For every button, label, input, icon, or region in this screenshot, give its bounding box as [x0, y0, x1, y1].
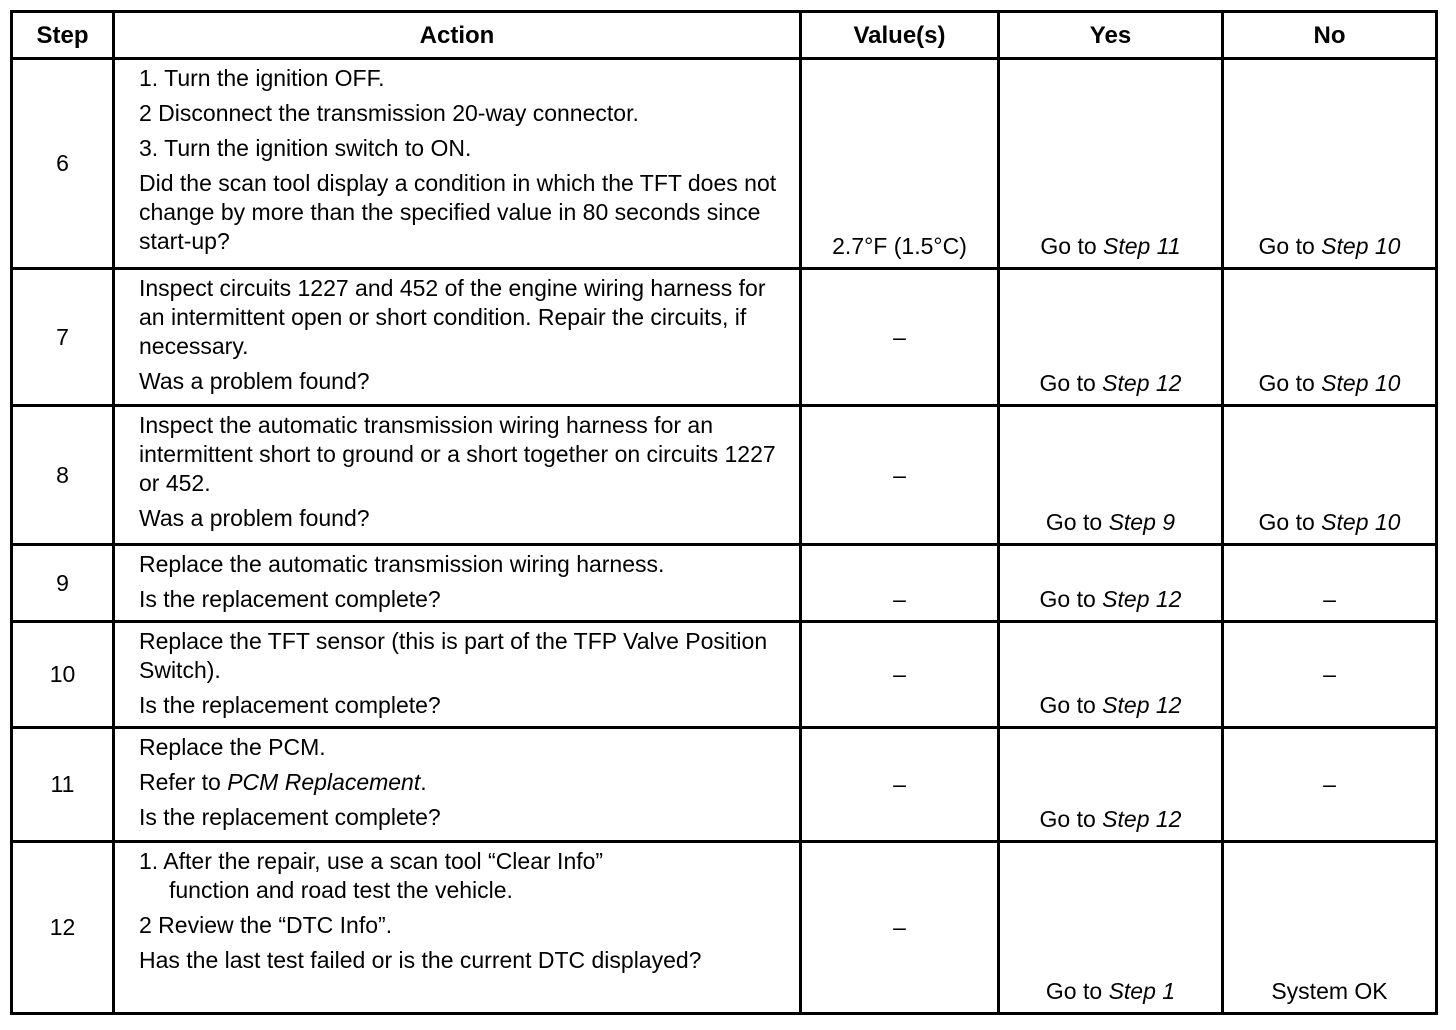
no-step-ref: Step 10	[1321, 370, 1401, 396]
action-line: Replace the TFT sensor (this is part of the TFP Valve Position Switch).	[139, 628, 768, 683]
step-number: 9	[12, 545, 114, 622]
header-values: Value(s)	[801, 12, 999, 59]
yes-step-ref: Step 12	[1102, 370, 1182, 396]
yes-step-ref: Step 12	[1102, 586, 1182, 612]
table-row	[12, 269, 1437, 406]
table-row	[12, 406, 1437, 545]
table-row	[12, 842, 1437, 1014]
no-cell	[1223, 269, 1437, 406]
value-cell: –	[801, 545, 999, 622]
action-cell	[114, 59, 801, 269]
action-cell	[114, 622, 801, 728]
action-cell	[114, 406, 801, 545]
step-number: 10	[12, 622, 114, 728]
action-line-continued: function and road test the vehicle.	[169, 877, 513, 903]
header-action: Action	[114, 12, 801, 59]
action-cell	[114, 728, 801, 842]
header-yes: Yes	[999, 12, 1223, 59]
refer-prefix: Refer to	[139, 769, 228, 795]
refer-link[interactable]: PCM Replacement	[227, 769, 421, 795]
no-prefix: Go to	[1258, 370, 1322, 396]
action-line: 2 Disconnect the transmission 20-way connector.	[139, 100, 639, 126]
no-cell: –	[1223, 728, 1437, 842]
yes-step-ref: Step 12	[1102, 692, 1182, 718]
value-cell: 2.7°F (1.5°C)	[801, 59, 999, 269]
action-question: Is the replacement complete?	[139, 804, 441, 830]
action-refer	[139, 768, 789, 797]
yes-cell	[999, 728, 1223, 842]
step-number: 6	[12, 59, 114, 269]
header-no: No	[1223, 12, 1437, 59]
table-row	[12, 622, 1437, 728]
step-number: 11	[12, 728, 114, 842]
action-line: Inspect circuits 1227 and 452 of the engine wiring harness for an intermittent open or short condition. Repair the circuits, if necessary.	[139, 275, 766, 359]
action-line: Replace the PCM.	[139, 734, 326, 760]
action-cell	[114, 842, 801, 1014]
action-line: 2 Review the “DTC Info”.	[139, 912, 393, 938]
action-question: Was a problem found?	[139, 505, 370, 531]
action-question: Is the replacement complete?	[139, 692, 441, 718]
table-row	[12, 59, 1437, 269]
yes-step-ref: Step 9	[1108, 509, 1176, 535]
yes-prefix: Go to	[1040, 233, 1104, 259]
yes-prefix: Go to	[1039, 692, 1103, 718]
value-cell: –	[801, 406, 999, 545]
no-step-ref: Step 10	[1321, 233, 1401, 259]
no-cell: System OK	[1223, 842, 1437, 1014]
yes-step-ref: Step 1	[1108, 978, 1176, 1004]
no-cell: –	[1223, 545, 1437, 622]
yes-cell	[999, 269, 1223, 406]
action-line: Inspect the automatic transmission wiring harness for an intermittent short to ground or a short together on circuits 1227 or 452.	[139, 412, 776, 496]
action-line: Replace the automatic transmission wiring harness.	[139, 551, 665, 577]
header-step: Step	[12, 12, 114, 59]
yes-step-ref: Step 11	[1103, 233, 1181, 259]
value-cell: –	[801, 728, 999, 842]
action-question: Has the last test failed or is the current DTC displayed?	[139, 947, 702, 973]
no-cell: –	[1223, 622, 1437, 728]
step-number: 7	[12, 269, 114, 406]
value-cell: –	[801, 842, 999, 1014]
action-line: 1. Turn the ignition OFF.	[139, 65, 385, 91]
yes-prefix: Go to	[1045, 509, 1109, 535]
no-cell	[1223, 406, 1437, 545]
yes-cell	[999, 622, 1223, 728]
table-row	[12, 728, 1437, 842]
yes-prefix: Go to	[1039, 370, 1103, 396]
header-row	[12, 12, 1437, 59]
value-cell: –	[801, 269, 999, 406]
table-row	[12, 545, 1437, 622]
no-prefix: Go to	[1258, 509, 1322, 535]
yes-prefix: Go to	[1039, 806, 1103, 832]
yes-prefix: Go to	[1039, 586, 1103, 612]
action-cell	[114, 545, 801, 622]
value-cell: –	[801, 622, 999, 728]
action-question: Is the replacement complete?	[139, 586, 441, 612]
action-line: 1. After the repair, use a scan tool “Clear Info”	[139, 848, 604, 874]
yes-cell	[999, 406, 1223, 545]
action-question: Did the scan tool display a condition in which the TFT does not change by more than the specified value in 80 seconds since start-up?	[139, 170, 777, 254]
step-number: 8	[12, 406, 114, 545]
no-cell	[1223, 59, 1437, 269]
yes-prefix: Go to	[1045, 978, 1109, 1004]
no-prefix: Go to	[1258, 233, 1322, 259]
action-line: 3. Turn the ignition switch to ON.	[139, 135, 472, 161]
yes-cell	[999, 59, 1223, 269]
refer-suffix: .	[420, 769, 427, 795]
no-step-ref: Step 10	[1321, 509, 1401, 535]
step-number: 12	[12, 842, 114, 1014]
action-question: Was a problem found?	[139, 368, 370, 394]
yes-step-ref: Step 12	[1102, 806, 1182, 832]
action-cell	[114, 269, 801, 406]
yes-cell	[999, 842, 1223, 1014]
diagnostic-table	[10, 10, 1438, 1015]
yes-cell	[999, 545, 1223, 622]
